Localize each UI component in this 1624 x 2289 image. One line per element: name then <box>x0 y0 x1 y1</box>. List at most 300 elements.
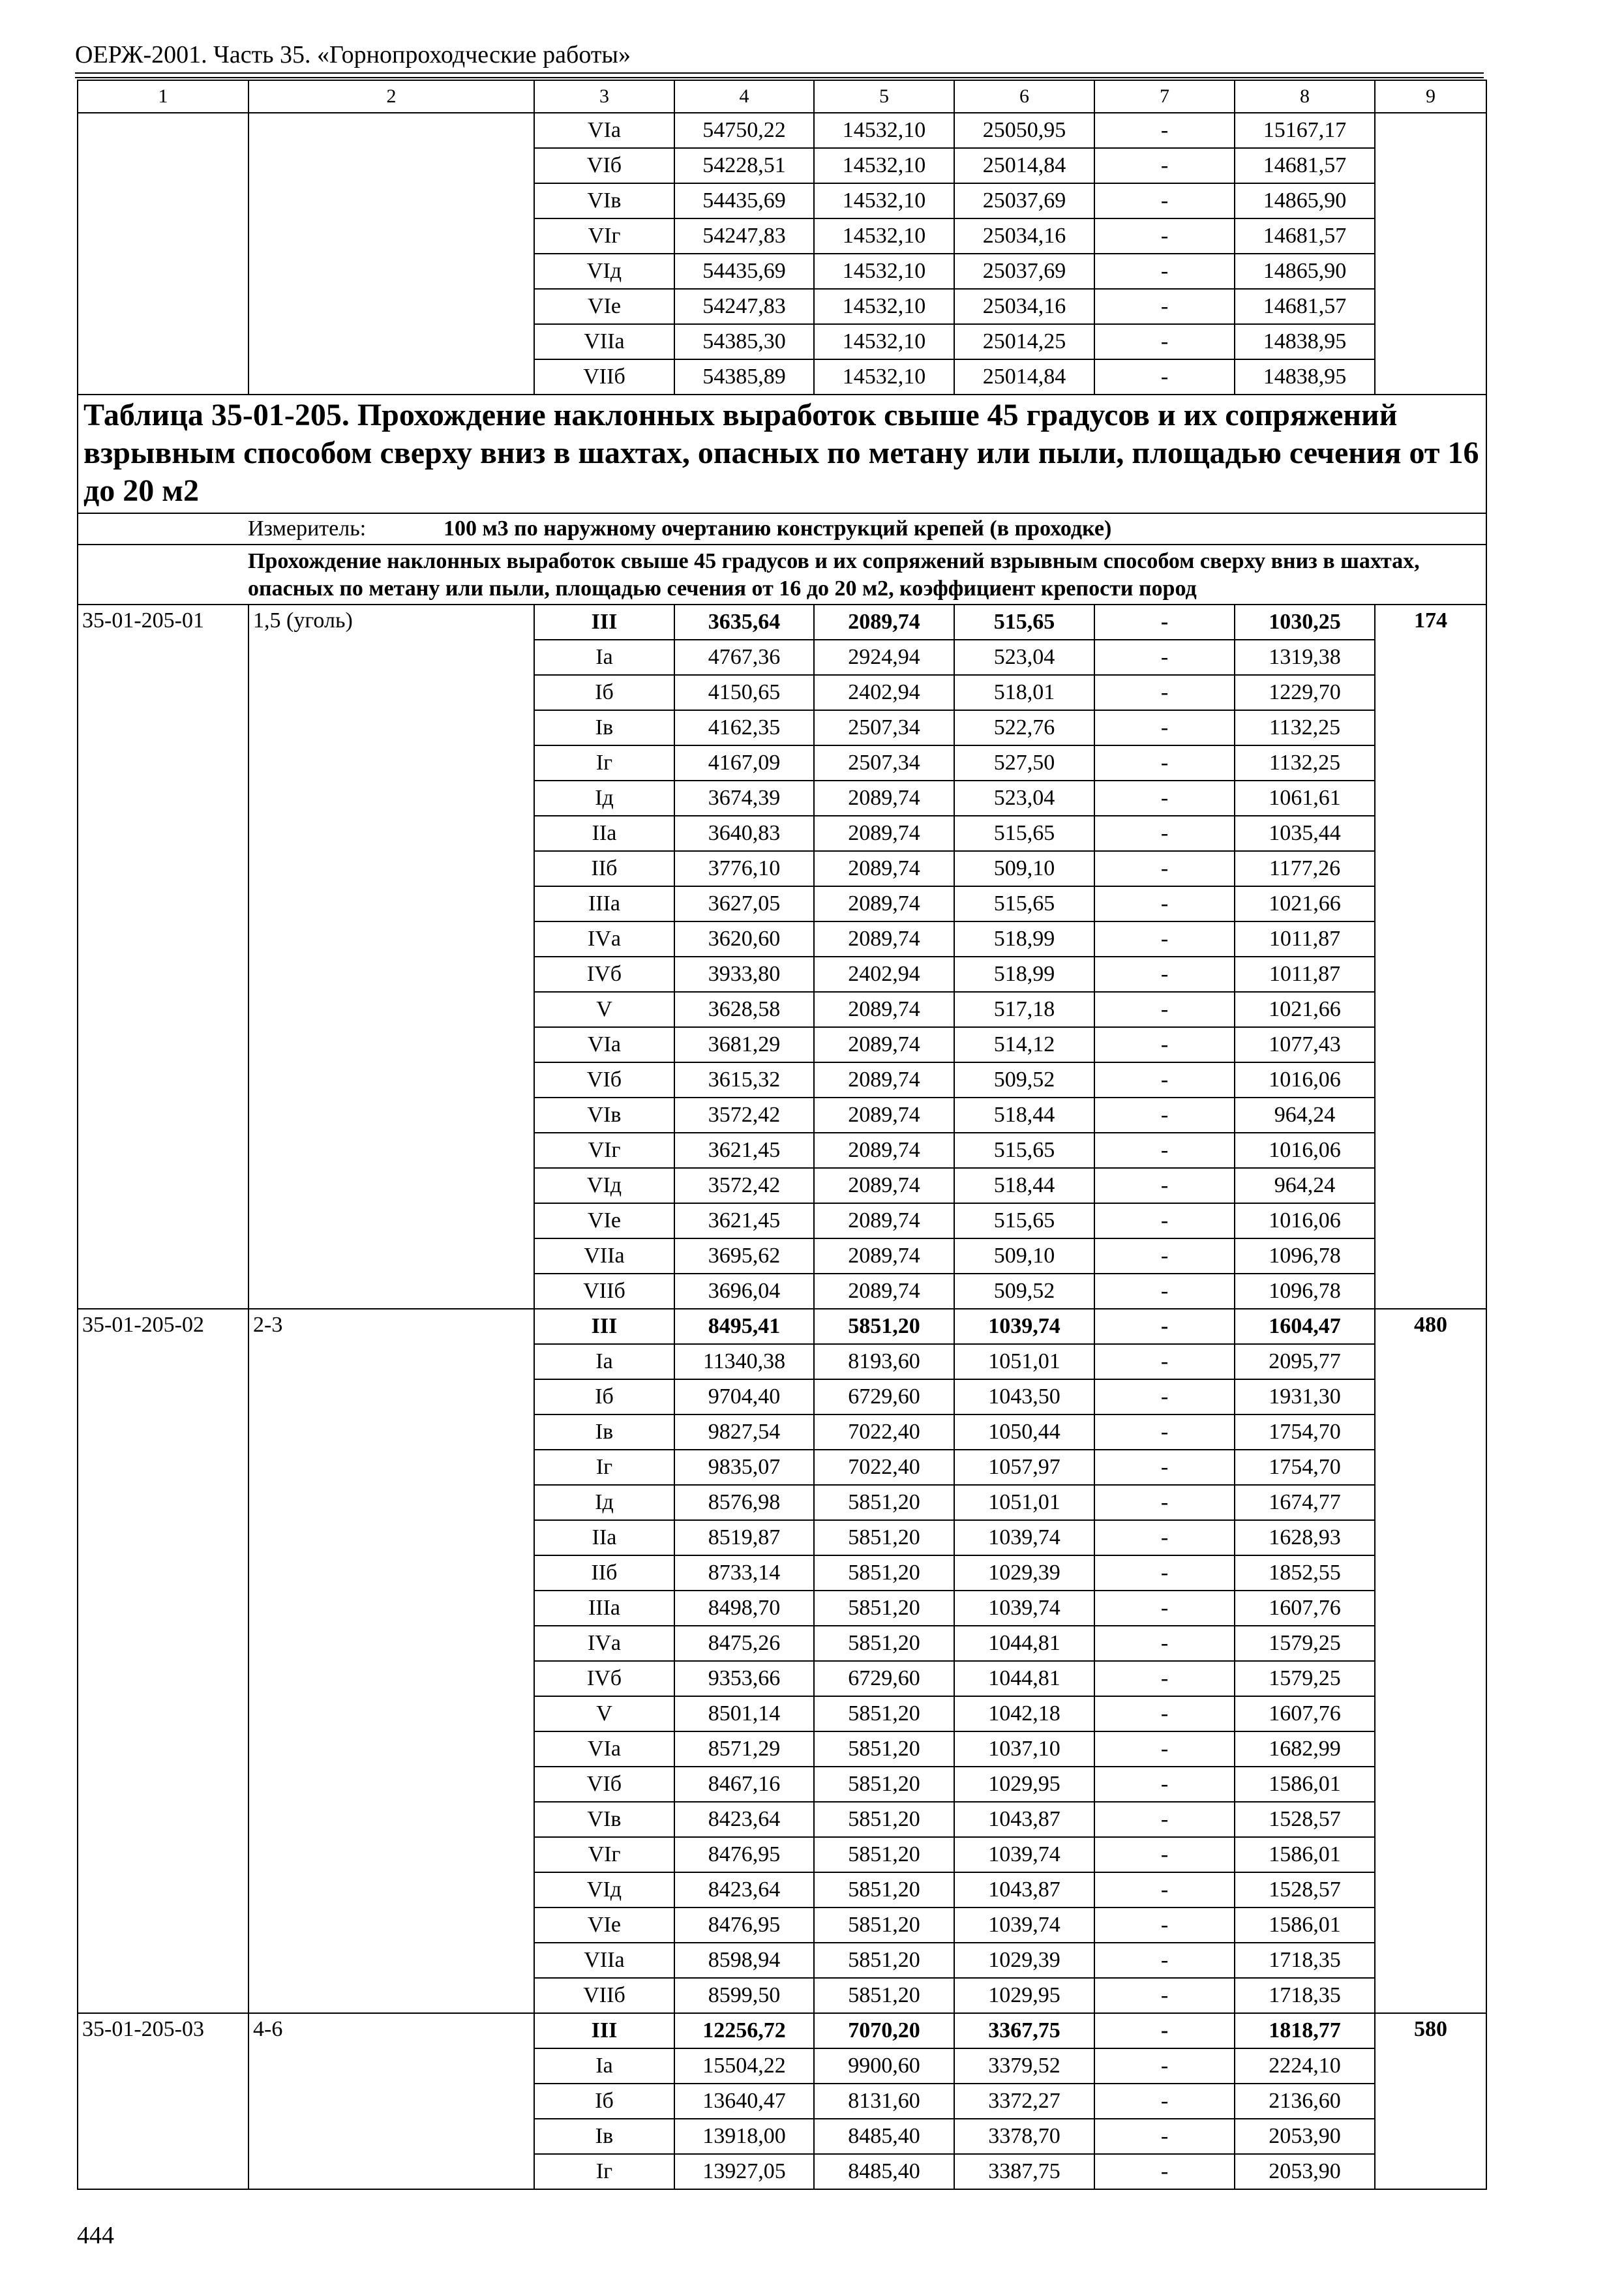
materials-cell: 1035,44 <box>1235 816 1375 851</box>
machines-cell: 514,12 <box>954 1027 1094 1062</box>
description-row <box>78 545 1486 605</box>
resource-cell: IVа <box>534 921 674 957</box>
machines-cell: 25037,69 <box>954 254 1094 289</box>
resource-cell: VIа <box>534 1731 674 1767</box>
wages-cell: 2089,74 <box>814 1027 954 1062</box>
column-number-cell: 5 <box>814 80 954 113</box>
materials-cell: 1229,70 <box>1235 675 1375 710</box>
cost-total-cell: 13927,05 <box>674 2154 814 2189</box>
machines-cell: 509,10 <box>954 1238 1094 1274</box>
materials-cell: 1604,47 <box>1235 1309 1375 1344</box>
column-number-row <box>78 80 1486 113</box>
driver-wages-cell: - <box>1094 992 1235 1027</box>
cost-total-cell: 3681,29 <box>674 1027 814 1062</box>
machines-cell: 3379,52 <box>954 2048 1094 2084</box>
machines-cell: 25014,84 <box>954 359 1094 395</box>
resource-cell: IVб <box>534 957 674 992</box>
header-rule <box>75 77 1484 78</box>
driver-wages-cell: - <box>1094 1098 1235 1133</box>
cost-total-cell: 8476,95 <box>674 1908 814 1943</box>
labor-cell: 174 <box>1375 605 1486 1309</box>
materials-cell: 2224,10 <box>1235 2048 1375 2084</box>
estimate-table-body <box>78 80 1486 2189</box>
machines-cell: 1044,81 <box>954 1626 1094 1661</box>
wages-cell: 8131,60 <box>814 2084 954 2119</box>
driver-wages-cell: - <box>1094 359 1235 395</box>
driver-wages-cell: - <box>1094 1872 1235 1908</box>
resource-cell: Iб <box>534 1379 674 1414</box>
column-number-cell: 7 <box>1094 80 1235 113</box>
cost-total-cell: 12256,72 <box>674 2013 814 2048</box>
wages-cell: 14532,10 <box>814 148 954 183</box>
wages-cell: 7022,40 <box>814 1450 954 1485</box>
wages-cell: 8485,40 <box>814 2119 954 2154</box>
wages-cell: 2089,74 <box>814 781 954 816</box>
materials-cell: 964,24 <box>1235 1168 1375 1203</box>
materials-cell: 1096,78 <box>1235 1238 1375 1274</box>
resource-cell: III <box>534 605 674 640</box>
cost-total-cell: 54247,83 <box>674 289 814 324</box>
machines-cell: 1044,81 <box>954 1661 1094 1696</box>
cost-total-cell: 54247,83 <box>674 218 814 254</box>
machines-cell: 25037,69 <box>954 183 1094 218</box>
resource-cell: Iг <box>534 745 674 781</box>
cost-total-cell: 3933,80 <box>674 957 814 992</box>
column-number-cell: 9 <box>1375 80 1486 113</box>
column-number-cell: 4 <box>674 80 814 113</box>
machines-cell: 515,65 <box>954 1203 1094 1238</box>
code-cell: 35-01-205-01 <box>78 605 248 1309</box>
materials-cell: 1016,06 <box>1235 1133 1375 1168</box>
machines-cell: 509,52 <box>954 1274 1094 1309</box>
resource-cell: IIIа <box>534 1591 674 1626</box>
materials-cell: 2136,60 <box>1235 2084 1375 2119</box>
measure-label: Измеритель: <box>248 516 367 541</box>
wages-cell: 5851,20 <box>814 1943 954 1978</box>
resource-cell: VIа <box>534 113 674 148</box>
wages-cell: 6729,60 <box>814 1379 954 1414</box>
cost-total-cell: 3635,64 <box>674 605 814 640</box>
resource-cell: VIIб <box>534 1978 674 2013</box>
driver-wages-cell: - <box>1094 1908 1235 1943</box>
machines-cell: 518,99 <box>954 957 1094 992</box>
driver-wages-cell: - <box>1094 1555 1235 1591</box>
materials-cell: 1021,66 <box>1235 886 1375 921</box>
cost-total-cell: 3696,04 <box>674 1274 814 1309</box>
driver-wages-cell: - <box>1094 921 1235 957</box>
column-number-cell: 3 <box>534 80 674 113</box>
wages-cell: 2089,74 <box>814 1203 954 1238</box>
driver-wages-cell: - <box>1094 957 1235 992</box>
resource-cell: VIв <box>534 183 674 218</box>
machines-cell: 25034,16 <box>954 218 1094 254</box>
materials-cell: 14865,90 <box>1235 254 1375 289</box>
cost-total-cell: 3621,45 <box>674 1133 814 1168</box>
cost-total-cell: 8733,14 <box>674 1555 814 1591</box>
wages-cell: 2089,74 <box>814 1133 954 1168</box>
machines-cell: 3387,75 <box>954 2154 1094 2189</box>
materials-cell: 1319,38 <box>1235 640 1375 675</box>
wages-cell: 7070,20 <box>814 2013 954 2048</box>
wages-cell: 5851,20 <box>814 1731 954 1767</box>
machines-cell: 527,50 <box>954 745 1094 781</box>
wages-cell: 5851,20 <box>814 1520 954 1555</box>
resource-cell: VIIа <box>534 1943 674 1978</box>
section-title: Таблица 35-01-205. Прохождение наклонных выработок свыше 45 градусов и их сопряжений взрывным способом сверху вниз в шахтах, опасных по метану или пыли, площадью сечения от 16 до 20 м2 <box>78 395 1486 513</box>
materials-cell: 1852,55 <box>1235 1555 1375 1591</box>
wages-cell: 14532,10 <box>814 359 954 395</box>
machines-cell: 1029,39 <box>954 1555 1094 1591</box>
driver-wages-cell: - <box>1094 148 1235 183</box>
machines-cell: 518,44 <box>954 1098 1094 1133</box>
wages-cell: 5851,20 <box>814 1696 954 1731</box>
cost-total-cell: 3627,05 <box>674 886 814 921</box>
cost-total-cell: 4767,36 <box>674 640 814 675</box>
driver-wages-cell: - <box>1094 289 1235 324</box>
wages-cell: 2089,74 <box>814 921 954 957</box>
materials-cell: 1628,93 <box>1235 1520 1375 1555</box>
cost-total-cell: 8599,50 <box>674 1978 814 2013</box>
materials-cell: 1754,70 <box>1235 1414 1375 1450</box>
machines-cell: 1051,01 <box>954 1344 1094 1379</box>
cost-total-cell: 3695,62 <box>674 1238 814 1274</box>
materials-cell: 1528,57 <box>1235 1802 1375 1837</box>
wages-cell: 14532,10 <box>814 289 954 324</box>
wages-cell: 9900,60 <box>814 2048 954 2084</box>
wages-cell: 2089,74 <box>814 1238 954 1274</box>
driver-wages-cell: - <box>1094 2084 1235 2119</box>
resource-cell: VIIа <box>534 324 674 359</box>
driver-wages-cell: - <box>1094 781 1235 816</box>
wages-cell: 5851,20 <box>814 1767 954 1802</box>
resource-cell: Iв <box>534 1414 674 1450</box>
cost-total-cell: 13918,00 <box>674 2119 814 2154</box>
materials-cell: 2095,77 <box>1235 1344 1375 1379</box>
materials-cell: 1586,01 <box>1235 1908 1375 1943</box>
header-rule <box>75 72 1484 74</box>
cost-total-cell: 13640,47 <box>674 2084 814 2119</box>
driver-wages-cell: - <box>1094 1837 1235 1872</box>
machines-cell: 509,10 <box>954 851 1094 886</box>
machines-cell: 515,65 <box>954 886 1094 921</box>
materials-cell: 1061,61 <box>1235 781 1375 816</box>
wages-cell: 2089,74 <box>814 1168 954 1203</box>
machines-cell: 1039,74 <box>954 1591 1094 1626</box>
machines-cell: 1039,74 <box>954 1837 1094 1872</box>
name-cell: 4-6 <box>248 2013 534 2189</box>
resource-cell: VIб <box>534 1062 674 1098</box>
resource-cell: Iв <box>534 2119 674 2154</box>
machines-cell: 515,65 <box>954 605 1094 640</box>
cost-total-cell: 3572,42 <box>674 1168 814 1203</box>
wages-cell: 2089,74 <box>814 605 954 640</box>
wages-cell: 5851,20 <box>814 1978 954 2013</box>
machines-cell: 1039,74 <box>954 1309 1094 1344</box>
materials-cell: 1607,76 <box>1235 1696 1375 1731</box>
materials-cell: 1021,66 <box>1235 992 1375 1027</box>
wages-cell: 14532,10 <box>814 324 954 359</box>
machines-cell: 1037,10 <box>954 1731 1094 1767</box>
code-cell: 35-01-205-03 <box>78 2013 248 2189</box>
wages-cell: 14532,10 <box>814 183 954 218</box>
cost-total-cell: 8571,29 <box>674 1731 814 1767</box>
machines-cell: 518,01 <box>954 675 1094 710</box>
materials-cell: 15167,17 <box>1235 113 1375 148</box>
cost-total-cell: 8423,64 <box>674 1802 814 1837</box>
resource-cell: Iа <box>534 1344 674 1379</box>
resource-cell: VIIб <box>534 1274 674 1309</box>
materials-cell: 1586,01 <box>1235 1767 1375 1802</box>
driver-wages-cell: - <box>1094 2119 1235 2154</box>
cost-total-cell: 9827,54 <box>674 1414 814 1450</box>
cost-total-cell: 8495,41 <box>674 1309 814 1344</box>
wages-cell: 2089,74 <box>814 851 954 886</box>
resource-cell: VIв <box>534 1098 674 1133</box>
machines-cell: 517,18 <box>954 992 1094 1027</box>
resource-cell: IVа <box>534 1626 674 1661</box>
driver-wages-cell: - <box>1094 324 1235 359</box>
machines-cell: 1039,74 <box>954 1908 1094 1943</box>
resource-cell: VIе <box>534 289 674 324</box>
resource-cell: IIIа <box>534 886 674 921</box>
driver-wages-cell: - <box>1094 254 1235 289</box>
materials-cell: 2053,90 <box>1235 2154 1375 2189</box>
materials-cell: 1674,77 <box>1235 1485 1375 1520</box>
cost-total-cell: 3620,60 <box>674 921 814 957</box>
machines-cell: 515,65 <box>954 1133 1094 1168</box>
driver-wages-cell: - <box>1094 183 1235 218</box>
materials-cell: 14681,57 <box>1235 218 1375 254</box>
driver-wages-cell: - <box>1094 1414 1235 1450</box>
machines-cell: 1029,39 <box>954 1943 1094 1978</box>
driver-wages-cell: - <box>1094 113 1235 148</box>
table-row <box>78 2013 1486 2048</box>
cost-total-cell: 3615,32 <box>674 1062 814 1098</box>
machines-cell: 25014,84 <box>954 148 1094 183</box>
cost-total-cell: 9353,66 <box>674 1661 814 1696</box>
wages-cell: 5851,20 <box>814 1626 954 1661</box>
estimate-table <box>77 80 1487 2190</box>
wages-cell: 14532,10 <box>814 218 954 254</box>
machines-cell: 3372,27 <box>954 2084 1094 2119</box>
wages-cell: 14532,10 <box>814 254 954 289</box>
section-description: Прохождение наклонных выработок свыше 45 градусов и их сопряжений взрывным способом сверху вниз в шахтах, опасных по метану или пыли, площадью сечения от 16 до 20 м2, коэффициент крепости пород <box>78 545 1486 605</box>
materials-cell: 1016,06 <box>1235 1203 1375 1238</box>
wages-cell: 5851,20 <box>814 1837 954 1872</box>
resource-cell: Iб <box>534 2084 674 2119</box>
resource-cell: VIг <box>534 1837 674 1872</box>
table-row <box>78 113 1486 148</box>
resource-cell: VIе <box>534 1203 674 1238</box>
wages-cell: 2089,74 <box>814 1098 954 1133</box>
wages-cell: 2507,34 <box>814 710 954 745</box>
machines-cell: 1043,87 <box>954 1802 1094 1837</box>
resource-cell: VIд <box>534 1872 674 1908</box>
code-cell: 35-01-205-02 <box>78 1309 248 2013</box>
materials-cell: 1528,57 <box>1235 1872 1375 1908</box>
cost-total-cell: 3572,42 <box>674 1098 814 1133</box>
wages-cell: 8193,60 <box>814 1344 954 1379</box>
machines-cell: 518,99 <box>954 921 1094 957</box>
column-number-cell: 8 <box>1235 80 1375 113</box>
materials-cell: 1586,01 <box>1235 1837 1375 1872</box>
driver-wages-cell: - <box>1094 675 1235 710</box>
name-cell <box>248 113 534 395</box>
cost-total-cell: 9704,40 <box>674 1379 814 1414</box>
wages-cell: 5851,20 <box>814 1872 954 1908</box>
driver-wages-cell: - <box>1094 2013 1235 2048</box>
materials-cell: 1682,99 <box>1235 1731 1375 1767</box>
materials-cell: 1016,06 <box>1235 1062 1375 1098</box>
materials-cell: 1931,30 <box>1235 1379 1375 1414</box>
wages-cell: 5851,20 <box>814 1309 954 1344</box>
driver-wages-cell: - <box>1094 1485 1235 1520</box>
resource-cell: VIIб <box>534 359 674 395</box>
machines-cell: 522,76 <box>954 710 1094 745</box>
measure-row <box>78 513 1486 545</box>
resource-cell: VIIа <box>534 1238 674 1274</box>
materials-cell: 1132,25 <box>1235 710 1375 745</box>
machines-cell: 3378,70 <box>954 2119 1094 2154</box>
machines-cell: 25034,16 <box>954 289 1094 324</box>
code-cell <box>78 113 248 395</box>
resource-cell: VIе <box>534 1908 674 1943</box>
materials-cell: 1818,77 <box>1235 2013 1375 2048</box>
machines-cell: 509,52 <box>954 1062 1094 1098</box>
driver-wages-cell: - <box>1094 1661 1235 1696</box>
driver-wages-cell: - <box>1094 1731 1235 1767</box>
measure-value: 100 м3 по наружному очертанию конструкций крепей (в проходке) <box>444 516 1112 541</box>
wages-cell: 2402,94 <box>814 957 954 992</box>
wages-cell: 5851,20 <box>814 1591 954 1626</box>
resource-cell: III <box>534 2013 674 2048</box>
materials-cell: 1177,26 <box>1235 851 1375 886</box>
cost-total-cell: 54435,69 <box>674 183 814 218</box>
cost-total-cell: 8423,64 <box>674 1872 814 1908</box>
wages-cell: 2402,94 <box>814 675 954 710</box>
driver-wages-cell: - <box>1094 1133 1235 1168</box>
machines-cell: 1057,97 <box>954 1450 1094 1485</box>
driver-wages-cell: - <box>1094 745 1235 781</box>
cost-total-cell: 8467,16 <box>674 1767 814 1802</box>
materials-cell: 1096,78 <box>1235 1274 1375 1309</box>
cost-total-cell: 15504,22 <box>674 2048 814 2084</box>
machines-cell: 1029,95 <box>954 1978 1094 2013</box>
resource-cell: Iг <box>534 1450 674 1485</box>
cost-total-cell: 8576,98 <box>674 1485 814 1520</box>
driver-wages-cell: - <box>1094 1767 1235 1802</box>
name-cell: 2-3 <box>248 1309 534 2013</box>
wages-cell: 5851,20 <box>814 1908 954 1943</box>
machines-cell: 1042,18 <box>954 1696 1094 1731</box>
driver-wages-cell: - <box>1094 1696 1235 1731</box>
materials-cell: 2053,90 <box>1235 2119 1375 2154</box>
materials-cell: 14838,95 <box>1235 359 1375 395</box>
resource-cell: Iа <box>534 2048 674 2084</box>
wages-cell: 8485,40 <box>814 2154 954 2189</box>
driver-wages-cell: - <box>1094 1450 1235 1485</box>
cost-total-cell: 54435,69 <box>674 254 814 289</box>
cost-total-cell: 8498,70 <box>674 1591 814 1626</box>
wages-cell: 2089,74 <box>814 816 954 851</box>
materials-cell: 1718,35 <box>1235 1978 1375 2013</box>
resource-cell: IIб <box>534 851 674 886</box>
page-header-title: ОЕРЖ-2001. Часть 35. «Горнопроходческие работы» <box>75 41 631 68</box>
wages-cell: 7022,40 <box>814 1414 954 1450</box>
wages-cell: 5851,20 <box>814 1802 954 1837</box>
resource-cell: VIд <box>534 254 674 289</box>
machines-cell: 1039,74 <box>954 1520 1094 1555</box>
driver-wages-cell: - <box>1094 1978 1235 2013</box>
cost-total-cell: 9835,07 <box>674 1450 814 1485</box>
cost-total-cell: 3674,39 <box>674 781 814 816</box>
machines-cell: 1051,01 <box>954 1485 1094 1520</box>
driver-wages-cell: - <box>1094 1591 1235 1626</box>
driver-wages-cell: - <box>1094 1062 1235 1098</box>
resource-cell: VIг <box>534 1133 674 1168</box>
driver-wages-cell: - <box>1094 1027 1235 1062</box>
resource-cell: VIд <box>534 1168 674 1203</box>
cost-total-cell: 3640,83 <box>674 816 814 851</box>
materials-cell: 14838,95 <box>1235 324 1375 359</box>
machines-cell: 518,44 <box>954 1168 1094 1203</box>
materials-cell: 14681,57 <box>1235 148 1375 183</box>
cost-total-cell: 54750,22 <box>674 113 814 148</box>
resource-cell: VIб <box>534 148 674 183</box>
page-number: 444 <box>77 2222 114 2249</box>
measure-cell <box>78 513 1486 545</box>
materials-cell: 1077,43 <box>1235 1027 1375 1062</box>
resource-cell: IIб <box>534 1555 674 1591</box>
cost-total-cell: 4162,35 <box>674 710 814 745</box>
resource-cell: Iа <box>534 640 674 675</box>
materials-cell: 964,24 <box>1235 1098 1375 1133</box>
cost-total-cell: 8501,14 <box>674 1696 814 1731</box>
materials-cell: 1579,25 <box>1235 1661 1375 1696</box>
cost-total-cell: 3776,10 <box>674 851 814 886</box>
cost-total-cell: 54385,30 <box>674 324 814 359</box>
driver-wages-cell: - <box>1094 816 1235 851</box>
materials-cell: 14681,57 <box>1235 289 1375 324</box>
wages-cell: 14532,10 <box>814 113 954 148</box>
resource-cell: IIа <box>534 816 674 851</box>
materials-cell: 1718,35 <box>1235 1943 1375 1978</box>
driver-wages-cell: - <box>1094 1238 1235 1274</box>
name-cell: 1,5 (уголь) <box>248 605 534 1309</box>
driver-wages-cell: - <box>1094 886 1235 921</box>
wages-cell: 2089,74 <box>814 886 954 921</box>
resource-cell: IVб <box>534 1661 674 1696</box>
wages-cell: 5851,20 <box>814 1485 954 1520</box>
table-row <box>78 1309 1486 1344</box>
cost-total-cell: 3628,58 <box>674 992 814 1027</box>
wages-cell: 6729,60 <box>814 1661 954 1696</box>
column-number-cell: 2 <box>248 80 534 113</box>
machines-cell: 25014,25 <box>954 324 1094 359</box>
cost-total-cell: 8476,95 <box>674 1837 814 1872</box>
cost-total-cell: 4167,09 <box>674 745 814 781</box>
driver-wages-cell: - <box>1094 1943 1235 1978</box>
driver-wages-cell: - <box>1094 2048 1235 2084</box>
driver-wages-cell: - <box>1094 1520 1235 1555</box>
cost-total-cell: 3621,45 <box>674 1203 814 1238</box>
resource-cell: Iг <box>534 2154 674 2189</box>
driver-wages-cell: - <box>1094 2154 1235 2189</box>
section-title-row <box>78 395 1486 513</box>
materials-cell: 1607,76 <box>1235 1591 1375 1626</box>
driver-wages-cell: - <box>1094 218 1235 254</box>
driver-wages-cell: - <box>1094 640 1235 675</box>
